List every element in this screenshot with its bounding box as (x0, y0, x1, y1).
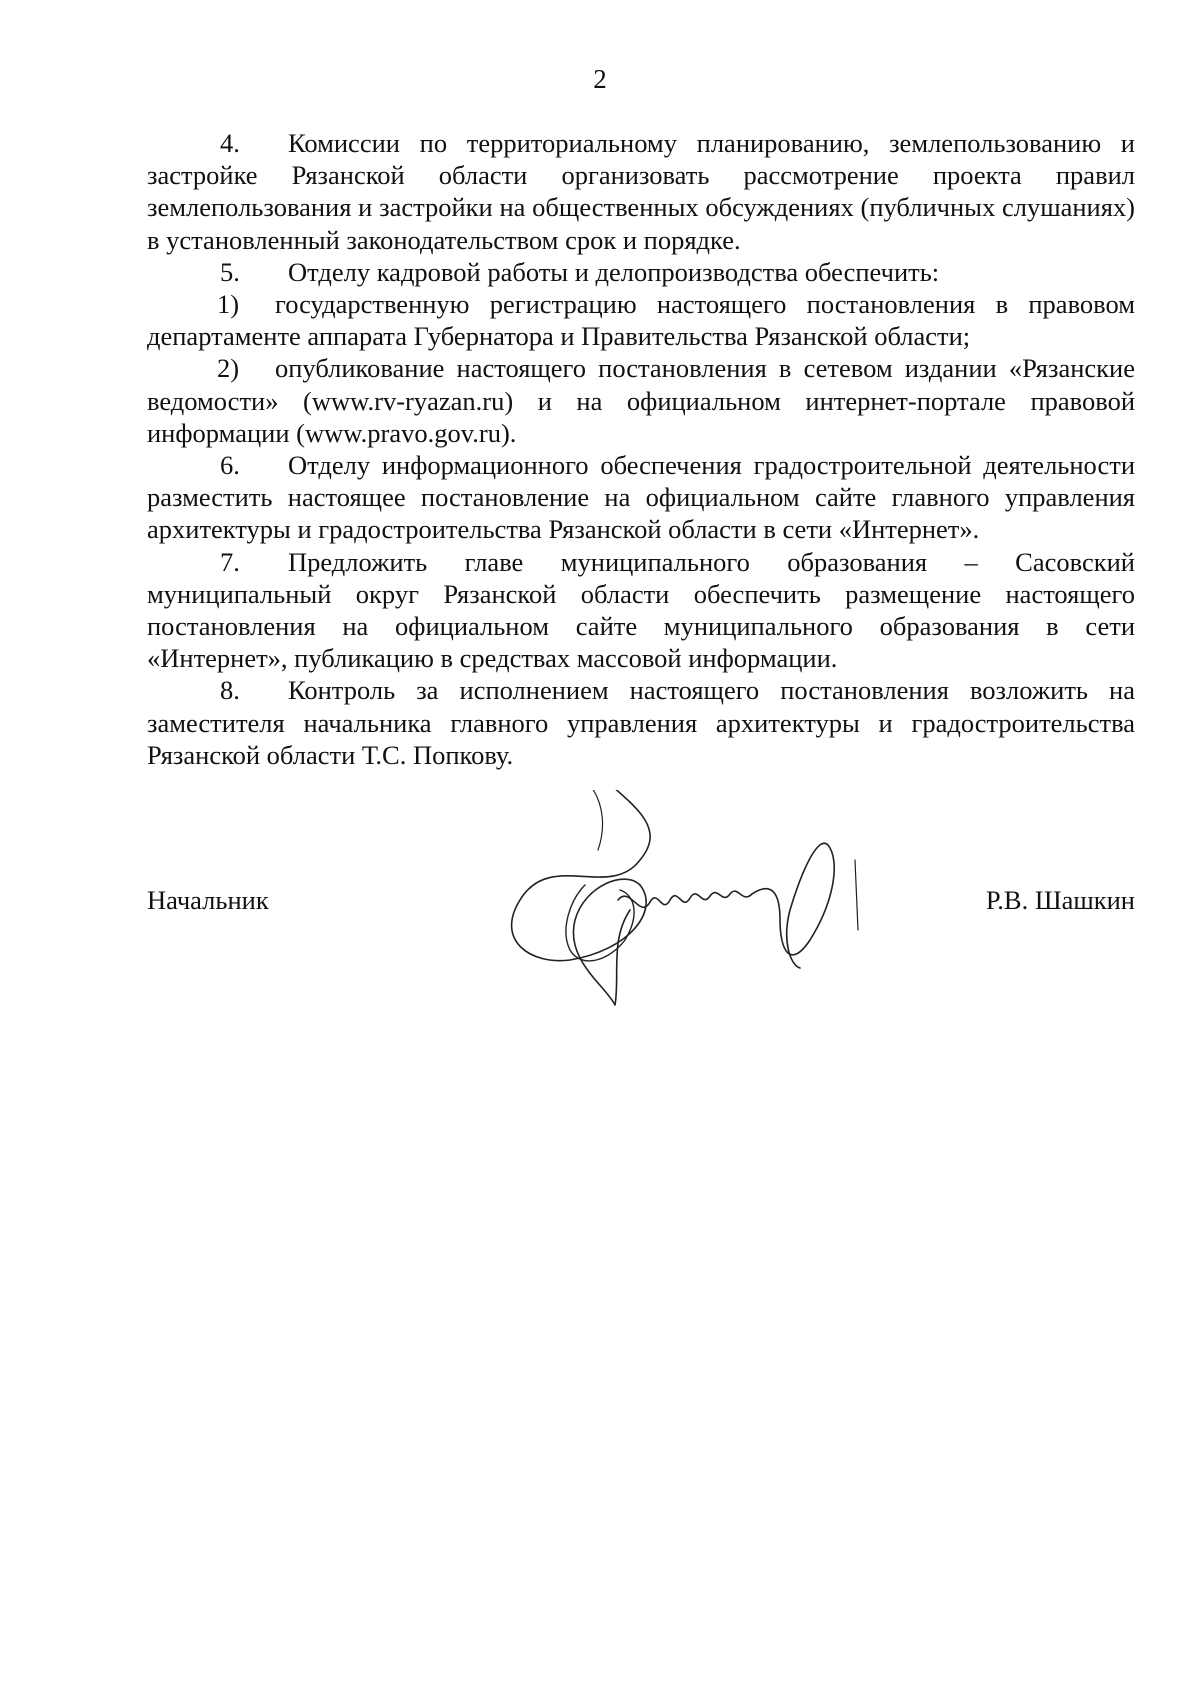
paragraph-number: 1) (217, 289, 240, 320)
paragraph-4 (147, 127, 1135, 256)
signature-stroke (752, 843, 834, 968)
paragraph-text: Отделу кадровой работы и делопроизводства обеспечить: (288, 256, 940, 287)
paragraph-text: Предложить главе муниципального образования – Сасовский муниципальный округ Рязанской области обеспечить размещение настоящего постановления на официальном сайте муниципального образования в сети «Интернет», публикацию в средствах массовой информации. (147, 546, 1135, 674)
paragraph-text: Контроль за исполнением настоящего постановления возложить на заместителя начальника главного управления архитектуры и градостроительства Рязанской области Т.С. Попкову. (147, 675, 1135, 770)
signature-stroke (855, 860, 858, 930)
paragraph-number: 5. (220, 256, 240, 287)
paragraph-5 (147, 256, 1135, 288)
signature-stroke (590, 790, 603, 850)
paragraph-text: опубликование настоящего постановления в сетевом издании «Рязанские ведомости» (www.rv-ryazan.ru) и на официальном интернет-портале правовой информации (www.pravo.gov.ru). (147, 353, 1135, 448)
paragraph-7 (147, 546, 1135, 675)
paragraph-6 (147, 449, 1135, 546)
paragraph-text: Отделу информационного обеспечения градостроительной деятельности разместить настоящее постановление на официальном сайте главного управления архитектуры и градостроительства Рязанской области в сети «Интернет». (147, 450, 1135, 545)
paragraph-text: Комиссии по территориальному планированию, землепользованию и застройке Рязанской области организовать рассмотрение проекта правил землепользования и застройки на общественных обсуждениях (публичных слушаниях) в установленный законодательством срок и порядке. (147, 128, 1135, 255)
paragraph-8 (147, 674, 1135, 771)
signature-stroke (618, 891, 752, 907)
signatory-title: Начальник (147, 885, 269, 915)
subparagraph-2 (147, 352, 1135, 449)
subparagraph-1 (147, 288, 1135, 352)
page-number: 2 (593, 64, 607, 94)
paragraph-number: 8. (220, 675, 240, 706)
paragraph-text: государственную регистрацию настоящего постановления в правовом департаменте аппарата Губернатора и Правительства Рязанской области; (147, 289, 1135, 352)
paragraph-number: 6. (220, 450, 240, 481)
document-body (147, 127, 1135, 771)
paragraph-number: 4. (220, 128, 240, 158)
paragraph-number: 7. (220, 546, 240, 577)
signature-stroke (512, 790, 651, 961)
handwritten-signature (490, 790, 910, 1010)
paragraph-number: 2) (217, 353, 240, 384)
signatory-name: Р.В. Шашкин (985, 885, 1135, 915)
